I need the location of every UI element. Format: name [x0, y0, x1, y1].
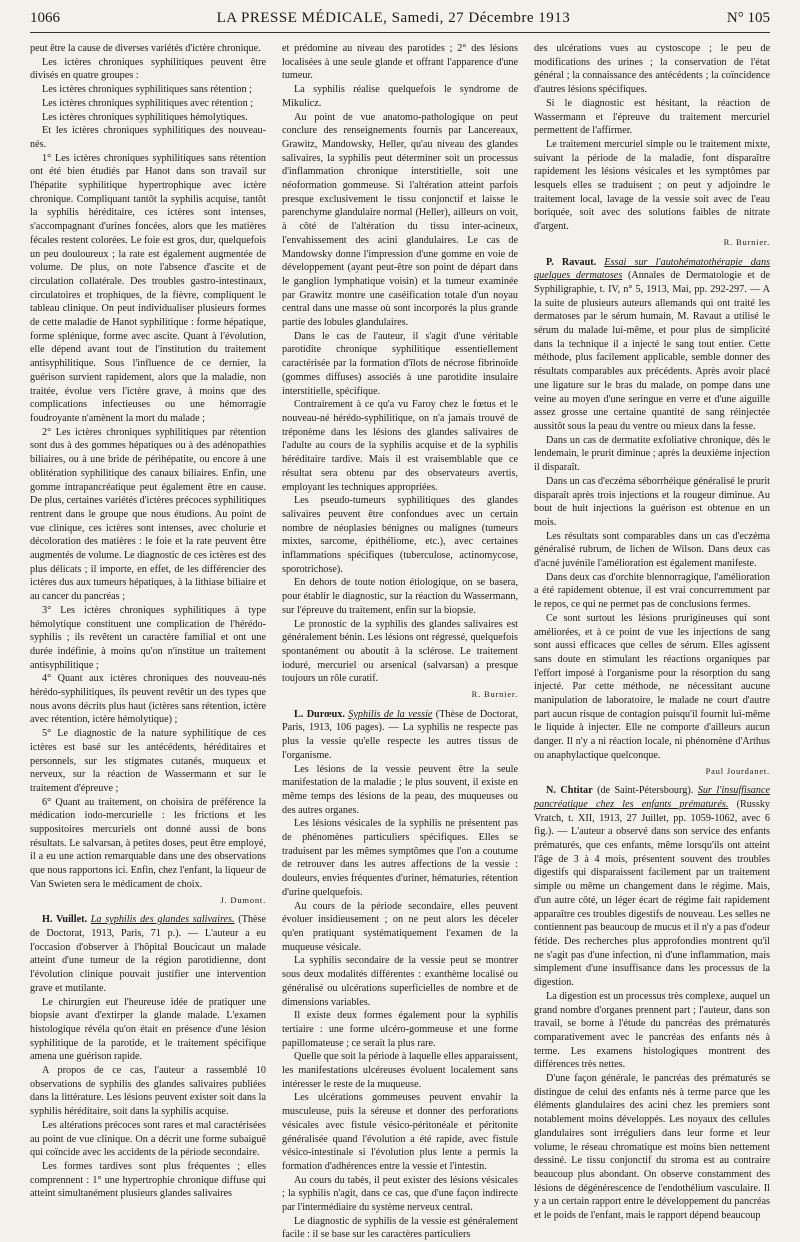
page-number: 1066 [30, 10, 60, 26]
paragraph: D'une façon générale, le pancréas des prématurés se distingue de celui des enfants nés à terme parce que les éléments glandulaires des acini chez les premiers sont notablement moins développés. Les noyaux des cellules glandulaires sont irréguliers dans leur forme et leur volume, le réseau chromatique est moins bien nettement dessiné. Le tissu conjonctif du stroma est au contraire beaucoup plus abondant. On observe constamment des lésions de dégénérescence de l'endothélium vasculaire. Il y a un certain rapport entre le développement du pancréas et le poids de l'enfant, mais le rapport dépend beaucoup [534, 1073, 770, 1222]
article-reference: (Annales de Dermatologie et de Syphiligraphie, t. IV, n° 5, 1913, Mai, pp. 292-297. — A la suite de plusieurs auteurs allemands qui ont traité les dermatoses par le sérum humain, M. Ravaut a utilisé le sérum du malade lui-même, et pour plus de simplicité dans la technique il a injecté le sang tout entier. Cette méthode, plus facilement applicable, semble donner des résultats comparables aux précédents. Après avoir placé une ligature sur le bras du malade, on pompe dans une veine au moyen d'une seringue en verre et d'une aiguille assez grosse une certaine quantité de sang réinjectée aussitôt sous la peau du ventre ou mieux dans la fesse. [534, 270, 771, 432]
paragraph: 3° Les ictères chroniques syphilitiques à type hémolytique constituent une complication de l'hérédo-syphilis ; ils revêtent un caractère familial et ont une durée indéfinie, à moins qu'on n'institue un traitement antisyphilitique ; [30, 604, 266, 671]
paragraph: Dans un cas de dermatite exfoliative chronique, dès le lendemain, le prurit diminue ; après la deuxième injection il disparaît. [534, 434, 770, 474]
paragraph: Les ictères chroniques syphilitiques peuvent être divisés en quatre groupes : [30, 56, 266, 82]
article-title: Syphilis de la vessie [348, 708, 433, 720]
paragraph: Les ulcérations gommeuses peuvent envahir la musculeuse, puis la séreuse et donner des perforations vésicales avec fistule vésico-péritonéale et péritonite généralisée quand l'évolution a été rapide, avec fistule vésico-intestinale si l'évolution plus lente a permis la formation d'adhérences entre la vessie et l'intestin. [282, 1092, 518, 1172]
paragraph: Et les ictères chroniques syphilitiques des nouveau-nés. [30, 125, 266, 150]
paragraph: Les ictères chroniques syphilitiques avec rétention ; [42, 97, 254, 109]
paragraph: La digestion est un processus très complexe, auquel un grand nombre d'organes prennent part ; l'auteur, dans son travail, se borne à l'étude du pancréas des prématurés comparativement avec le pancréas des enfants nés à terme. Les examens histologiques montrent des différences très nettes. [534, 990, 770, 1071]
article-author: H. Vuillet. [42, 914, 88, 926]
col2-text [282, 42, 518, 686]
article-heading [282, 708, 518, 763]
article-author: L. Durœux. [294, 708, 345, 720]
paragraph: Les lésions de la vessie peuvent être la seule manifestation de la maladie ; le plus souvent, il existe en même temps des lésions de la peau, des muqueuses ou des autres organes. [282, 763, 518, 816]
paragraph: 2° Les ictères chroniques syphilitiques par rétention sont dus à des gommes hépatiques ou à des adénopathies biliaires, ou à une bride de périhépatite, ou encore à une oblitération syphilitique des canaux biliaires. Enfin, une gomme intrapancréatique peut également être en cause. De plus, certaines variétés d'ictères précoces syphilitiques rentrent dans le groupe que nous étudions. Au point de vue clinique, ces ictères sont intenses, avec cholurie et décoloration des matières : le foie et la rate peuvent être augmentés de volume. Le diagnostic de ces ictères est des plus délicats ; il importe, en effet, de les différencier des ictères dus aux tumeurs hépatiques, à la lithiase biliaire et au cancer du pancréas ; [30, 426, 266, 603]
column-2 [282, 42, 519, 1241]
signature: R. Burnier. [723, 236, 770, 247]
paragraph: 6° Quant au traitement, on choisira de préférence la médication iodo-mercurielle : les frictions et les suppositoires mercuriels ont donné aussi de bons résultats. Le salvarsan, à petites doses, peut être employé, il a eu une action remarquable dans une des observations que nous rapportons ici. Enfin, chez l'enfant, la liqueur de Van Swieten sera le médicament de choix. [30, 796, 266, 890]
col3-text-continued [534, 434, 770, 763]
paragraph: Le traitement mercuriel simple ou le traitement mixte, suivant la période de la maladie, font disparaître rapidement les lésions vésicales et les symptômes par lesquels elles se traduisent ; on peut y adjoindre le traitement local, lavage de la vessie soit avec de l'eau boriquée, soit avec des solutions faibles de nitrate d'argent. [534, 138, 770, 233]
signature: R. Burnier. [471, 689, 518, 700]
col3-text [534, 42, 770, 234]
paragraph: Les ictères chroniques syphilitiques hémolytiques. [42, 111, 248, 123]
paragraph: Ce sont surtout les lésions prurigineuses qui sont améliorées, et à ce point de vue les injections de sang sont aussi efficaces que celles de sérum. Elles agissent sans doute en stimulant les réactions organiques par l'effort imposé à l'organisme pour la résorption du sang injecté. Par cette méthode, ne nécessitant aucune manipulation de laboratoire, le malade ne court d'autre part aucun risque de contagion puisqu'il fournit lui-même le liquide à injecter. Elle ne comporte d'ailleurs aucun danger. Il n'y a ni réaction locale, ni phénomène d'Arthus ou anaphylactique quelconque. [534, 612, 770, 761]
paragraph: Il existe deux formes également pour la syphilis tertiaire : une forme ulcéro-gommeuse et une forme papillomateuse ; ce serait la plus rare. [282, 1010, 518, 1049]
article-reference: (Thèse de Doctorat, Paris, 1913, 106 pages). — La syphilis ne respecte pas plus la vessie qu'elle respecte les autres tissus de l'organisme. [282, 708, 519, 761]
paragraph: A propos de ce cas, l'auteur a rassemblé 10 observations de syphilis des glandes salivaires publiées dans la littérature. Les lésions peuvent exister soit dans la syphilis héréditaire, soit dans la syphilis acquise. [30, 1065, 266, 1118]
paragraph: Au point de vue anatomo-pathologique on peut conclure des renseignements fournis par Lancereaux, Grawitz, Mandowsky, Heller, qu'au niveau des glandes salivaires, la syphilis peut déterminer soit un processus d'inflammation chronique interstitielle, soit une néoformation gommeuse. Si l'altération atteint parfois presque exclusivement le tissu conjonctif et laisse le parenchyme glandulaire normal (Heller), ailleurs on voit, à côté de l'altération du tissu inter-acineux, l'envahissement des acini glandulaires. Le cas de Mandowsky donne l'impression d'une gomme en voie de développement (ayant peut-être son point de départ dans le ganglion lymphatique voisin) et la tumeur examinée par Grawitz montre une caséification totale d'un noyau central dans une masse où sont incorporés la plus grande partie des lobules glandulaires. [282, 111, 518, 329]
article-title: La syphilis des glandes salivaires. [90, 914, 235, 926]
paragraph: 1° Les ictères chroniques syphilitiques sans rétention ont été bien étudiés par Hanot dans son travail sur l'hépatite syphilitique hypertrophique avec ictère chronique. Compliquant tantôt la syphilis acquise, tantôt la syphilis héréditaire, ces ictères sont intenses, s'accompagnant d'urines foncées, alors que les matières fécales restent colorées. Le foie est gros, dur, quelquefois un peu douloureux ; la rate est également augmentée de volume. De plus, on note l'absence d'ascite et de circulation collatérale. Des troubles gastro-intestinaux, circulatoires et trophiques, de la fièvre, compliquent le tableau clinique. On peut individualiser plusieurs formes de cette maladie de Hanot syphilitique : forme hépatique, forme splénique, forme avec ascite. Quant à l'évolution, elle dépend avant tout de l'institution du traitement antisyphilitique. Sous l'influence de ce dernier, la guérison survient rapidement, alors que la maladie, non traitée, évolue vers l'ictère grave, à moins que des complications infectieuses ou une hémorragie foudroyante n'amènent la mort du malade ; [30, 152, 266, 424]
article-heading [534, 256, 770, 434]
col1-text-continued [30, 996, 266, 1202]
paragraph: 5° Le diagnostic de la nature syphilitique de ces ictères est basé sur les antécédents, héréditaires et personnels, sur les stigmates cutanés, muqueux et nerveux, sur la réaction de Wassermann et sur le traitement d'épreuve ; [30, 728, 266, 794]
page-header [30, 10, 770, 33]
issue-number: N° 105 [726, 10, 770, 26]
paragraph: Dans un cas d'eczéma séborrhéique généralisé le prurit disparaît après trois injections et la rougeur diminue. Au bout de huit injections la guérison est obtenue en un mois. [534, 475, 770, 528]
paragraph: Le chirurgien eut l'heureuse idée de pratiquer une biopsie avant d'extirper la glande malade. L'examen histologique révéla qu'on était en présence d'une lésion syphilitique de la parotide, et le traitement spécifique amena une guérison rapide. [30, 996, 266, 1063]
article-heading [534, 784, 770, 990]
paragraph: Les altérations précoces sont rares et mal caractérisées au point de vue clinique. On a décrit une forme subaiguë qui coïncide avec les accidents de la période secondaire. [30, 1119, 266, 1159]
paragraph: Quelle que soit la période à laquelle elles apparaissent, les manifestations ulcéreuses évoluent localement sans intéresser le reste de la muqueuse. [282, 1051, 518, 1090]
paragraph: La syphilis réalise quelquefois le syndrome de Mikulicz. [282, 84, 518, 109]
paragraph: et prédomine au niveau des parotides ; 2° des lésions localisées à une seule glande et offrant l'apparence d'une tumeur. [282, 43, 518, 82]
paragraph: Les lésions vésicales de la syphilis ne présentent pas de phénomènes particuliers spécifiques. Elles se traduisent par les mêmes symptômes que l'on a coutume de retrouver dans les autres affections de la vessie : douleurs, envies fréquentes d'uriner, hématuries, rétention d'urine quelquefois. [282, 818, 518, 898]
article-affiliation: (de Saint-Pétersbourg). [597, 785, 694, 797]
paragraph: Au cours de la période secondaire, elles peuvent évoluer insidieusement ; on ne peut alors les déceler qu'en pratiquant systématiquement l'examen de la muqueuse vésicale. [282, 900, 518, 953]
paragraph: Au cours du tabès, il peut exister des lésions vésicales ; la syphilis n'agit, dans ce cas, que d'une façon indirecte par l'intermédiaire du système nerveux central. [282, 1174, 518, 1214]
article-author: P. Ravaut. [546, 256, 597, 268]
paragraph: Dans le cas de l'auteur, il s'agit d'une véritable parotidite chronique syphilitique essentiellement caractérisée par la formation d'îlots de nécrose fibrinoïde (gommes diffuses) associés à une parotidite insulaire interstitielle, spécifique. [282, 330, 518, 397]
col2-text-continued [282, 763, 518, 1242]
paragraph: Le diagnostic de syphilis de la vessie est généralement facile : il se base sur les caractères particuliers [282, 1215, 518, 1241]
paragraph: Les ictères chroniques syphilitiques sans rétention ; [42, 84, 252, 96]
paragraph: Les pseudo-tumeurs syphilitiques des glandes salivaires peuvent être confondues avec un certain nombre de néoplasies bénignes ou malignes (tumeurs mixtes, sarcome, épithéliome, etc.), avec certaines inflammations spécifiques (tuberculose, actinomycose, sporotrichose). [282, 495, 518, 575]
signature: Paul Jourdanet. [705, 765, 770, 776]
paragraph: Contrairement à ce qu'a vu Faroy chez le fœtus et le nouveau-né hérédo-syphilitique, on n'a jamais trouvé de tréponème dans les lésions des glandes salivaires de l'adulte au cours de la syphilis acquise et de la syphilis héréditaire tardive. Mais il est vraisemblable que ce résultat sera obtenu par des observateurs avertis, employant les techniques appropriées. [282, 399, 518, 493]
paragraph: peut être la cause de diverses variétés d'ictère chronique. [30, 43, 261, 54]
article-title: Sur l'insuffisance pancréatique chez les enfants prématurés. [534, 785, 771, 810]
article-reference: (Russky Vratch, t. XII, 1913, 27 Juillet, pp. 1059-1062, avec 6 fig.). — L'auteur a observé dans son service des enfants prématurés, que ces enfants, même lorsqu'ils ont atteint l'âge de 3 à 4 mois, présentent souvent des troubles digestifs qui disparaissent facilement par un traitement simple ou même un changement dans le régime. Mais, d'un autre côté, un léger écart de régime fait rapidement apparaître ces troubles digestifs de nouveau. Les selles ne contiennent pas beaucoup de mucus et il n'y a pas d'odeur fétide. Des recherches plus approfondies montrent qu'il ne s'agit pas d'une infection, ni d'une inflammation, mais simplement d'une insuffisance dans les processus de la digestion. [534, 798, 771, 989]
paragraph: Le pronostic de la syphilis des glandes salivaires est généralement bénin. Les lésions ont régressé, quelquefois spontanément ou aboutit à la sclérose. Le traitement ioduré, mercuriel ou arsenical (salvarsan) a presque toujours un rôle curatif. [282, 618, 518, 685]
column-1 [30, 42, 267, 1200]
col1-text [30, 42, 266, 892]
paragraph: 4° Quant aux ictères chroniques des nouveau-nés hérédo-syphilitiques, ils peuvent revêtir un des types que nous avons décrits plus haut (ictères sans rétention, ictère avec rétention, ictère hémolytique) ; [30, 673, 266, 726]
paragraph: En dehors de toute notion étiologique, on se basera, pour établir le diagnostic, sur la réaction du Wassermann, sur l'épreuve du traitement, enfin sur la biopsie. [282, 577, 518, 616]
article-author: N. Chtitar [546, 785, 593, 797]
article-title: Essai sur l'autohématothérapie dans quelques dermatoses [534, 256, 771, 282]
article-reference: (Thèse de Doctorat, 1913, Paris, 71 p.). — L'auteur a eu l'occasion d'observer à l'hôpital Boucicaut un malade atteint d'une tumeur de la région parotidienne, dont l'évolution clinique pouvait justifier une intervention grave et mutilante. [30, 914, 267, 994]
paragraph: des ulcérations vues au cystoscope ; le peu de modifications des urines ; la conservation de l'état général ; la connaissance des antécédents ; la coïncidence d'autres lésions spécifiques. [534, 43, 770, 96]
column-3 [534, 42, 771, 1222]
journal-title: LA PRESSE MÉDICALE, Samedi, 27 Décembre 1913 [216, 10, 571, 26]
signature: J. Dumont. [220, 894, 266, 905]
paragraph: La syphilis secondaire de la vessie peut se montrer sous deux modalités différentes : exanthème localisé ou généralisé ou ulcérations superficielles de nombre et de dimensions variables. [282, 955, 518, 1008]
col3-text-final [534, 990, 770, 1223]
article-heading [30, 913, 266, 995]
paragraph: Les résultats sont comparables dans un cas d'eczéma généralisé rubrum, de lichen de Wilson. Dans deux cas d'acné juvénile l'amélioration est également manifeste. [534, 530, 770, 570]
paragraph: Dans deux cas d'orchite blennorragique, l'amélioration a été rapidement obtenue, il est vrai concurremment par le repos, ce qui ne permet pas de conclusions fermes. [534, 571, 770, 611]
paragraph: Si le diagnostic est hésitant, la réaction de Wassermann et l'épreuve du traitement mercuriel permettent de l'affirmer. [534, 97, 770, 137]
paragraph: Les formes tardives sont plus fréquentes ; elles comprennent : 1° une hypertrophie chronique diffuse qui atteint simultanément plusieurs glandes salivaires [30, 1160, 266, 1200]
